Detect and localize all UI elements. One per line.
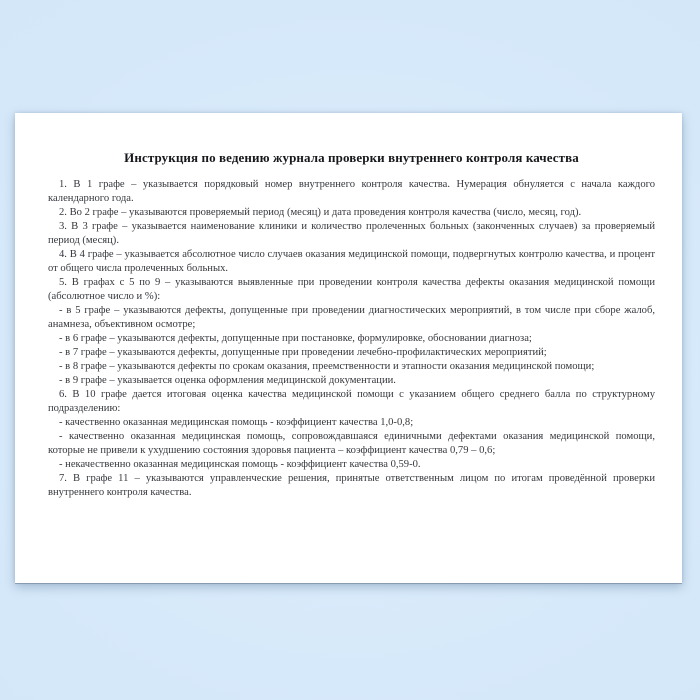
- paragraph: - качественно оказанная медицинская помощь, сопровождавшаяся единичными дефектами оказания медицинской помощи, которые не привели к ухудшению состояния здоровья пациента – коэффициент качества 0,79 – 0,6;: [48, 431, 655, 456]
- paragraph: 1. В 1 графе – указывается порядковый номер внутреннего контроля качества. Нумерация обнуляется с начала каждого календарного года.: [48, 179, 655, 204]
- paragraph: - в 7 графе – указываются дефекты, допущенные при проведении лечебно-профилактических мероприятий;: [59, 347, 547, 358]
- paragraph: - некачественно оказанная медицинская помощь - коэффициент качества 0,59-0.: [59, 459, 421, 470]
- document-page: [15, 113, 682, 583]
- paragraph: 6. В 10 графе дается итоговая оценка качества медицинской помощи с указанием общего среднего балла по структурному подразделению:: [48, 389, 655, 414]
- paragraph: 2. Во 2 графе – указываются проверяемый период (месяц) и дата проведения контроля качества (число, месяц, год).: [59, 207, 582, 218]
- paragraph: 7. В графе 11 – указываются управленческие решения, принятые ответственным лицом по итогам проведённой проверки внутреннего контроля качества.: [48, 473, 655, 498]
- paragraph: 5. В графах с 5 по 9 – указываются выявленные при проведении контроля качества дефекты оказания медицинской помощи (абсолютное число и %):: [48, 277, 655, 302]
- paragraph: - качественно оказанная медицинская помощь - коэффициент качества 1,0-0,8;: [59, 417, 414, 428]
- paragraph: - в 9 графе – указывается оценка оформления медицинской документации.: [59, 375, 396, 386]
- paragraph: - в 6 графе – указываются дефекты, допущенные при постановке, формулировке, обосновании диагноза;: [59, 333, 532, 344]
- paragraph: - в 5 графе – указываются дефекты, допущенные при проведении диагностических мероприятий, в том числе при сборе жалоб, анамнеза, объективном осмотре;: [48, 305, 655, 330]
- document-body: [48, 178, 655, 500]
- paragraph: 3. В 3 графе – указывается наименование клиники и количество пролеченных больных (законченных случаев) за проверяемый период (месяц).: [48, 221, 655, 246]
- paragraph: - в 8 графе – указываются дефекты по срокам оказания, преемственности и этапности оказания медицинской помощи;: [59, 361, 595, 372]
- paragraph: 4. В 4 графе – указывается абсолютное число случаев оказания медицинской помощи, подвергнутых контролю качества, и процент от общего числа пролеченных больных.: [48, 249, 655, 274]
- document-title: Инструкция по ведению журнала проверки внутреннего контроля качества: [124, 150, 579, 165]
